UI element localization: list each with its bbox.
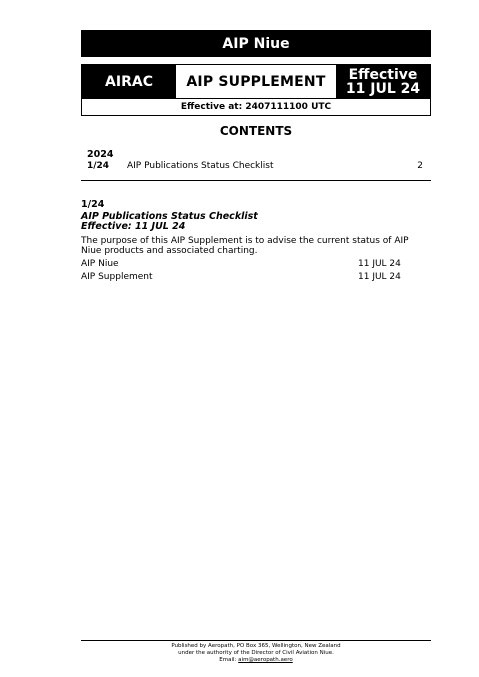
footer-divider	[81, 640, 431, 641]
publication-name: AIP Niue	[81, 259, 119, 269]
effective-box	[336, 65, 430, 98]
contents-heading: CONTENTS	[219, 124, 293, 138]
toc-entry[interactable]	[87, 161, 423, 173]
toc-entry-page: 2	[417, 161, 423, 171]
contents-divider	[81, 180, 431, 181]
airac-label: AIRAC	[82, 65, 176, 98]
toc-entry-title: AIP Publications Status Checklist	[127, 161, 274, 171]
publication-row	[81, 259, 401, 271]
supplement-label: AIP SUPPLEMENT	[176, 65, 336, 98]
effective-at: Effective at: 2407111100 UTC	[82, 98, 430, 115]
section-effective: Effective: 11 JUL 24	[81, 221, 186, 232]
publication-name: AIP Supplement	[81, 272, 153, 282]
effective-date: 11 JUL 24	[345, 80, 421, 97]
supplement-header	[81, 64, 431, 116]
footer-email-line	[81, 657, 431, 664]
section-title: AIP Publications Status Checklist	[81, 211, 258, 222]
footer-email-label: Email:	[219, 657, 237, 663]
footer-authority: under the authority of the Director of Civil Aviation Niue.	[178, 650, 334, 656]
toc-entry-number: 1/24	[87, 161, 110, 171]
document-title: AIP Niue	[81, 30, 431, 57]
section-number: 1/24	[81, 199, 105, 210]
section-body: The purpose of this AIP Supplement is to advise the current status of AIP Niue products and associated charting.	[81, 236, 409, 256]
contents-year: 2024	[87, 149, 114, 160]
effective-label: Effective	[348, 66, 418, 83]
publication-date: 11 JUL 24	[358, 272, 401, 282]
footer-publisher: Published by Aeropath, PO Box 365, Wellington, New Zealand	[171, 643, 341, 649]
publication-row	[81, 272, 401, 284]
footer-email-link[interactable]: aim@aeropath.aero	[238, 657, 293, 663]
header-row	[82, 65, 430, 98]
publication-date: 11 JUL 24	[358, 259, 401, 269]
footer	[81, 643, 431, 664]
